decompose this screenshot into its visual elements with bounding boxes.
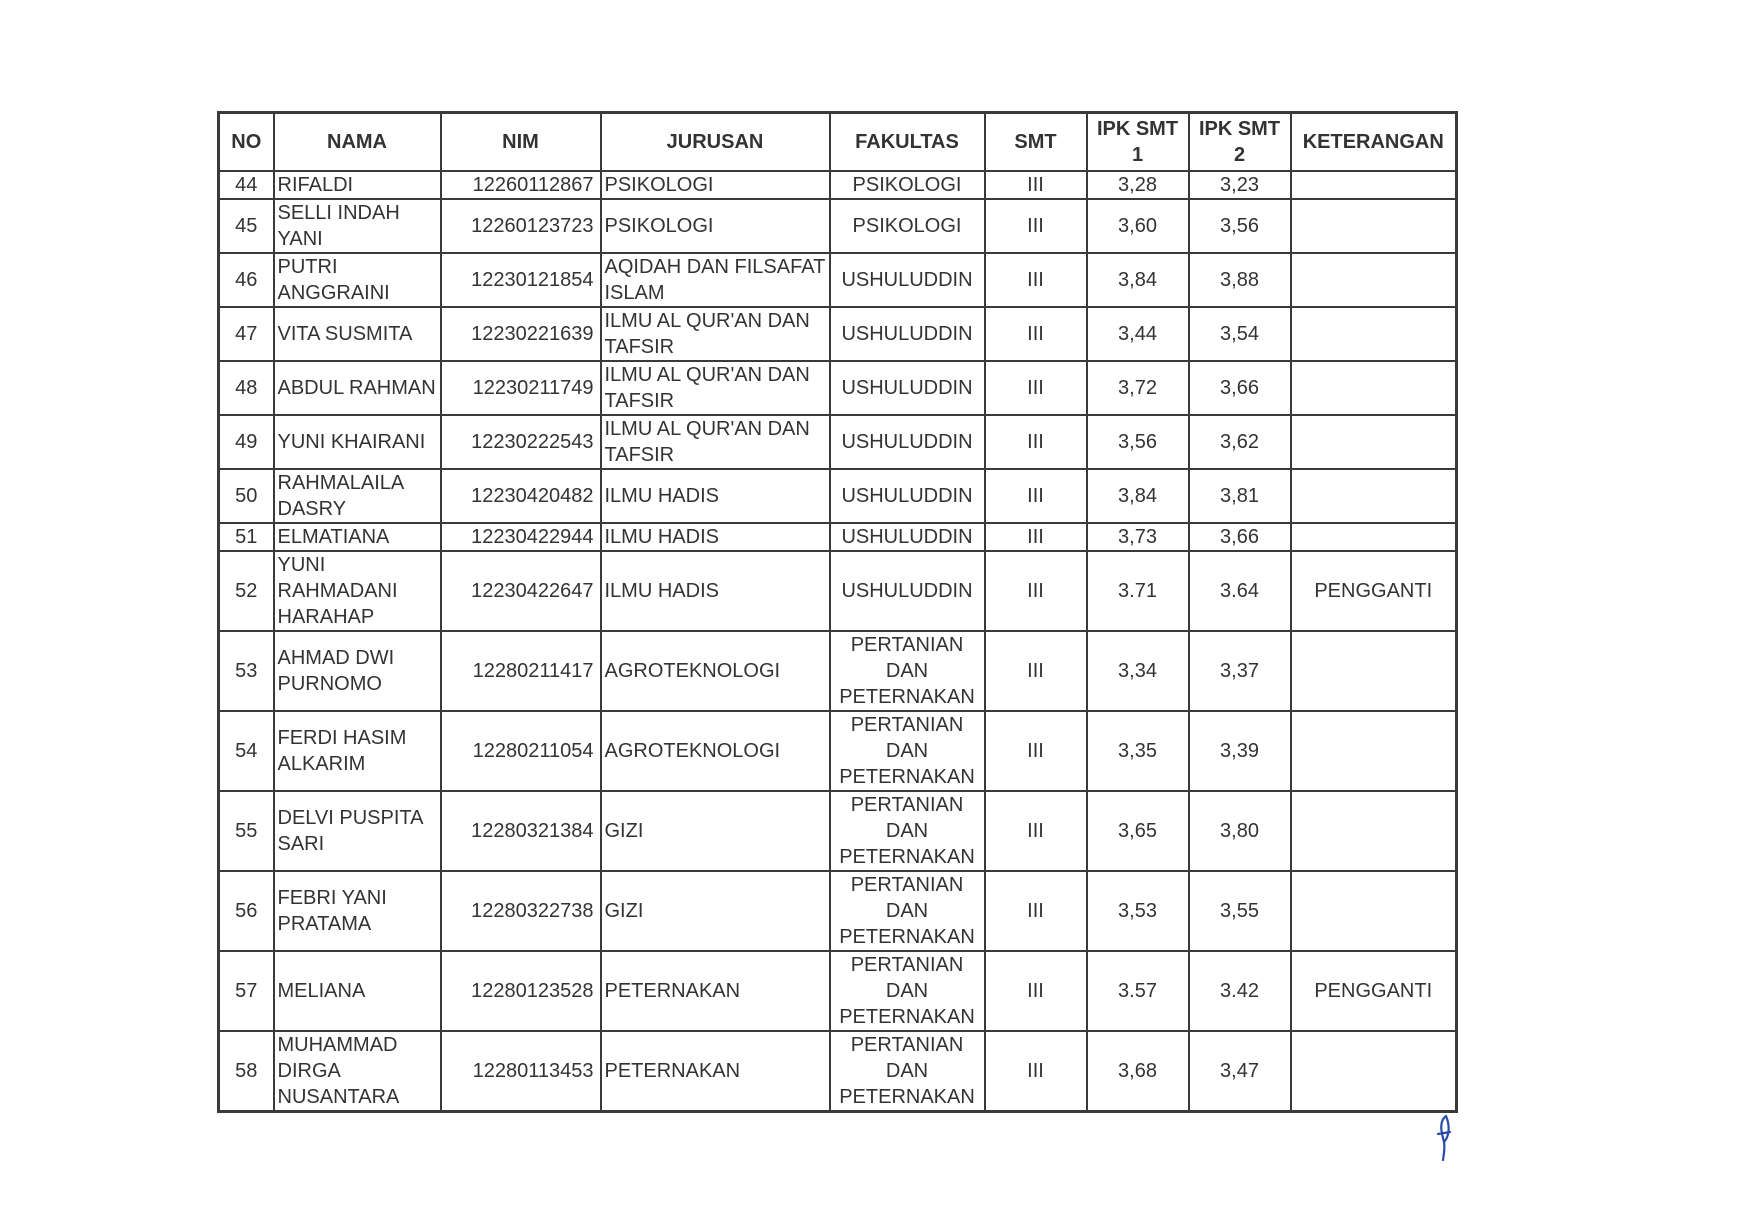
table-row xyxy=(219,415,1457,469)
cell-ipk-smt-2: 3,39 xyxy=(1189,711,1291,791)
cell-keterangan xyxy=(1291,1031,1457,1112)
cell-smt: III xyxy=(985,415,1087,469)
cell-fakultas: USHULUDDIN xyxy=(830,307,985,361)
cell-ipk-smt-2: 3,62 xyxy=(1189,415,1291,469)
table-row xyxy=(219,307,1457,361)
cell-no: 52 xyxy=(219,551,274,631)
cell-fakultas: USHULUDDIN xyxy=(830,361,985,415)
cell-nim: 12230221639 xyxy=(441,307,601,361)
table-row xyxy=(219,951,1457,1031)
header-row xyxy=(219,113,1457,171)
cell-ipk-smt-1: 3,35 xyxy=(1087,711,1189,791)
cell-keterangan xyxy=(1291,469,1457,523)
cell-ipk-smt-1: 3,60 xyxy=(1087,199,1189,253)
cell-keterangan xyxy=(1291,791,1457,871)
cell-keterangan xyxy=(1291,253,1457,307)
cell-fakultas: PSIKOLOGI xyxy=(830,199,985,253)
cell-nama: VITA SUSMITA xyxy=(274,307,441,361)
table-body xyxy=(219,171,1457,1112)
cell-jurusan: ILMU HADIS xyxy=(601,551,830,631)
cell-fakultas: USHULUDDIN xyxy=(830,551,985,631)
header-ipk-smt-1: IPK SMT 1 xyxy=(1087,113,1189,171)
cell-ipk-smt-2: 3,66 xyxy=(1189,523,1291,551)
table-row xyxy=(219,711,1457,791)
cell-ipk-smt-1: 3,56 xyxy=(1087,415,1189,469)
cell-ipk-smt-1: 3,28 xyxy=(1087,171,1189,199)
cell-keterangan xyxy=(1291,631,1457,711)
cell-fakultas: PERTANIAN DAN PETERNAKAN xyxy=(830,711,985,791)
cell-fakultas: PERTANIAN DAN PETERNAKAN xyxy=(830,871,985,951)
cell-nama: FERDI HASIM ALKARIM xyxy=(274,711,441,791)
cell-keterangan: PENGGANTI xyxy=(1291,951,1457,1031)
cell-ipk-smt-2: 3,56 xyxy=(1189,199,1291,253)
cell-keterangan xyxy=(1291,171,1457,199)
cell-jurusan: PETERNAKAN xyxy=(601,1031,830,1112)
cell-nim: 12280123528 xyxy=(441,951,601,1031)
cell-smt: III xyxy=(985,307,1087,361)
cell-nama: RIFALDI xyxy=(274,171,441,199)
table-row xyxy=(219,523,1457,551)
cell-fakultas: PERTANIAN DAN PETERNAKAN xyxy=(830,951,985,1031)
cell-ipk-smt-1: 3.71 xyxy=(1087,551,1189,631)
cell-keterangan xyxy=(1291,871,1457,951)
cell-fakultas: USHULUDDIN xyxy=(830,415,985,469)
cell-keterangan xyxy=(1291,711,1457,791)
cell-ipk-smt-2: 3,66 xyxy=(1189,361,1291,415)
table-row xyxy=(219,551,1457,631)
cell-ipk-smt-2: 3,55 xyxy=(1189,871,1291,951)
cell-smt: III xyxy=(985,551,1087,631)
cell-nama: AHMAD DWI PURNOMO xyxy=(274,631,441,711)
cell-jurusan: GIZI xyxy=(601,871,830,951)
cell-keterangan xyxy=(1291,361,1457,415)
cell-smt: III xyxy=(985,1031,1087,1112)
cell-keterangan: PENGGANTI xyxy=(1291,551,1457,631)
cell-smt: III xyxy=(985,361,1087,415)
cell-nim: 12230222543 xyxy=(441,415,601,469)
header-nama: NAMA xyxy=(274,113,441,171)
cell-no: 50 xyxy=(219,469,274,523)
cell-no: 48 xyxy=(219,361,274,415)
cell-keterangan xyxy=(1291,523,1457,551)
cell-nim: 12280322738 xyxy=(441,871,601,951)
cell-no: 44 xyxy=(219,171,274,199)
cell-no: 46 xyxy=(219,253,274,307)
cell-smt: III xyxy=(985,171,1087,199)
cell-smt: III xyxy=(985,791,1087,871)
cell-jurusan: GIZI xyxy=(601,791,830,871)
cell-smt: III xyxy=(985,469,1087,523)
cell-ipk-smt-2: 3,80 xyxy=(1189,791,1291,871)
header-smt: SMT xyxy=(985,113,1087,171)
cell-ipk-smt-2: 3,81 xyxy=(1189,469,1291,523)
cell-no: 45 xyxy=(219,199,274,253)
cell-nama: ELMATIANA xyxy=(274,523,441,551)
cell-nama: ABDUL RAHMAN xyxy=(274,361,441,415)
cell-smt: III xyxy=(985,253,1087,307)
cell-nim: 12260112867 xyxy=(441,171,601,199)
cell-jurusan: ILMU AL QUR'AN DAN TAFSIR xyxy=(601,307,830,361)
cell-jurusan: ILMU HADIS xyxy=(601,523,830,551)
cell-no: 47 xyxy=(219,307,274,361)
cell-keterangan xyxy=(1291,307,1457,361)
cell-ipk-smt-2: 3.42 xyxy=(1189,951,1291,1031)
student-list-table xyxy=(217,111,1458,1113)
cell-no: 56 xyxy=(219,871,274,951)
cell-keterangan xyxy=(1291,415,1457,469)
cell-nama: MUHAMMAD DIRGA NUSANTARA xyxy=(274,1031,441,1112)
cell-smt: III xyxy=(985,871,1087,951)
cell-jurusan: PSIKOLOGI xyxy=(601,199,830,253)
cell-no: 49 xyxy=(219,415,274,469)
cell-no: 57 xyxy=(219,951,274,1031)
cell-nama: FEBRI YANI PRATAMA xyxy=(274,871,441,951)
cell-nama: PUTRI ANGGRAINI xyxy=(274,253,441,307)
signature-mark xyxy=(1432,1112,1456,1162)
cell-nim: 12230211749 xyxy=(441,361,601,415)
cell-ipk-smt-2: 3,37 xyxy=(1189,631,1291,711)
cell-no: 51 xyxy=(219,523,274,551)
cell-fakultas: USHULUDDIN xyxy=(830,253,985,307)
table-row xyxy=(219,199,1457,253)
cell-nim: 12280113453 xyxy=(441,1031,601,1112)
cell-jurusan: PETERNAKAN xyxy=(601,951,830,1031)
cell-nim: 12230422647 xyxy=(441,551,601,631)
cell-no: 53 xyxy=(219,631,274,711)
cell-ipk-smt-2: 3,23 xyxy=(1189,171,1291,199)
cell-ipk-smt-1: 3,84 xyxy=(1087,253,1189,307)
table-row xyxy=(219,253,1457,307)
cell-keterangan xyxy=(1291,199,1457,253)
table-row xyxy=(219,1031,1457,1112)
cell-ipk-smt-1: 3,72 xyxy=(1087,361,1189,415)
table-row xyxy=(219,871,1457,951)
cell-ipk-smt-2: 3,54 xyxy=(1189,307,1291,361)
cell-no: 55 xyxy=(219,791,274,871)
cell-smt: III xyxy=(985,711,1087,791)
cell-ipk-smt-1: 3,68 xyxy=(1087,1031,1189,1112)
cell-fakultas: USHULUDDIN xyxy=(830,523,985,551)
cell-ipk-smt-2: 3,88 xyxy=(1189,253,1291,307)
cell-smt: III xyxy=(985,523,1087,551)
cell-jurusan: AGROTEKNOLOGI xyxy=(601,711,830,791)
cell-jurusan: ILMU AL QUR'AN DAN TAFSIR xyxy=(601,361,830,415)
header-no: NO xyxy=(219,113,274,171)
table-row xyxy=(219,631,1457,711)
cell-ipk-smt-1: 3,84 xyxy=(1087,469,1189,523)
cell-nim: 12280321384 xyxy=(441,791,601,871)
table-row xyxy=(219,361,1457,415)
cell-jurusan: AGROTEKNOLOGI xyxy=(601,631,830,711)
cell-fakultas: PERTANIAN DAN PETERNAKAN xyxy=(830,791,985,871)
cell-nim: 12230422944 xyxy=(441,523,601,551)
cell-ipk-smt-1: 3,34 xyxy=(1087,631,1189,711)
cell-nim: 12280211054 xyxy=(441,711,601,791)
cell-nim: 12260123723 xyxy=(441,199,601,253)
cell-nama: RAHMALAILA DASRY xyxy=(274,469,441,523)
table-row xyxy=(219,791,1457,871)
cell-nama: DELVI PUSPITA SARI xyxy=(274,791,441,871)
cell-ipk-smt-1: 3,53 xyxy=(1087,871,1189,951)
cell-fakultas: PERTANIAN DAN PETERNAKAN xyxy=(830,631,985,711)
cell-nama: SELLI INDAH YANI xyxy=(274,199,441,253)
cell-no: 54 xyxy=(219,711,274,791)
cell-ipk-smt-2: 3,47 xyxy=(1189,1031,1291,1112)
cell-ipk-smt-2: 3.64 xyxy=(1189,551,1291,631)
cell-nama: YUNI KHAIRANI xyxy=(274,415,441,469)
header-jurusan: JURUSAN xyxy=(601,113,830,171)
header-nim: NIM xyxy=(441,113,601,171)
cell-ipk-smt-1: 3,44 xyxy=(1087,307,1189,361)
cell-ipk-smt-1: 3.57 xyxy=(1087,951,1189,1031)
header-ipk-smt-2: IPK SMT 2 xyxy=(1189,113,1291,171)
cell-jurusan: AQIDAH DAN FILSAFAT ISLAM xyxy=(601,253,830,307)
cell-no: 58 xyxy=(219,1031,274,1112)
cell-nim: 12230121854 xyxy=(441,253,601,307)
cell-fakultas: USHULUDDIN xyxy=(830,469,985,523)
cell-jurusan: PSIKOLOGI xyxy=(601,171,830,199)
cell-jurusan: ILMU HADIS xyxy=(601,469,830,523)
cell-nim: 12230420482 xyxy=(441,469,601,523)
cell-nim: 12280211417 xyxy=(441,631,601,711)
cell-ipk-smt-1: 3,73 xyxy=(1087,523,1189,551)
cell-jurusan: ILMU AL QUR'AN DAN TAFSIR xyxy=(601,415,830,469)
cell-fakultas: PSIKOLOGI xyxy=(830,171,985,199)
cell-smt: III xyxy=(985,199,1087,253)
cell-smt: III xyxy=(985,951,1087,1031)
cell-nama: YUNI RAHMADANI HARAHAP xyxy=(274,551,441,631)
table-row xyxy=(219,469,1457,523)
cell-fakultas: PERTANIAN DAN PETERNAKAN xyxy=(830,1031,985,1112)
cell-nama: MELIANA xyxy=(274,951,441,1031)
table-row xyxy=(219,171,1457,199)
header-fakultas: FAKULTAS xyxy=(830,113,985,171)
cell-smt: III xyxy=(985,631,1087,711)
header-keterangan: KETERANGAN xyxy=(1291,113,1457,171)
cell-ipk-smt-1: 3,65 xyxy=(1087,791,1189,871)
